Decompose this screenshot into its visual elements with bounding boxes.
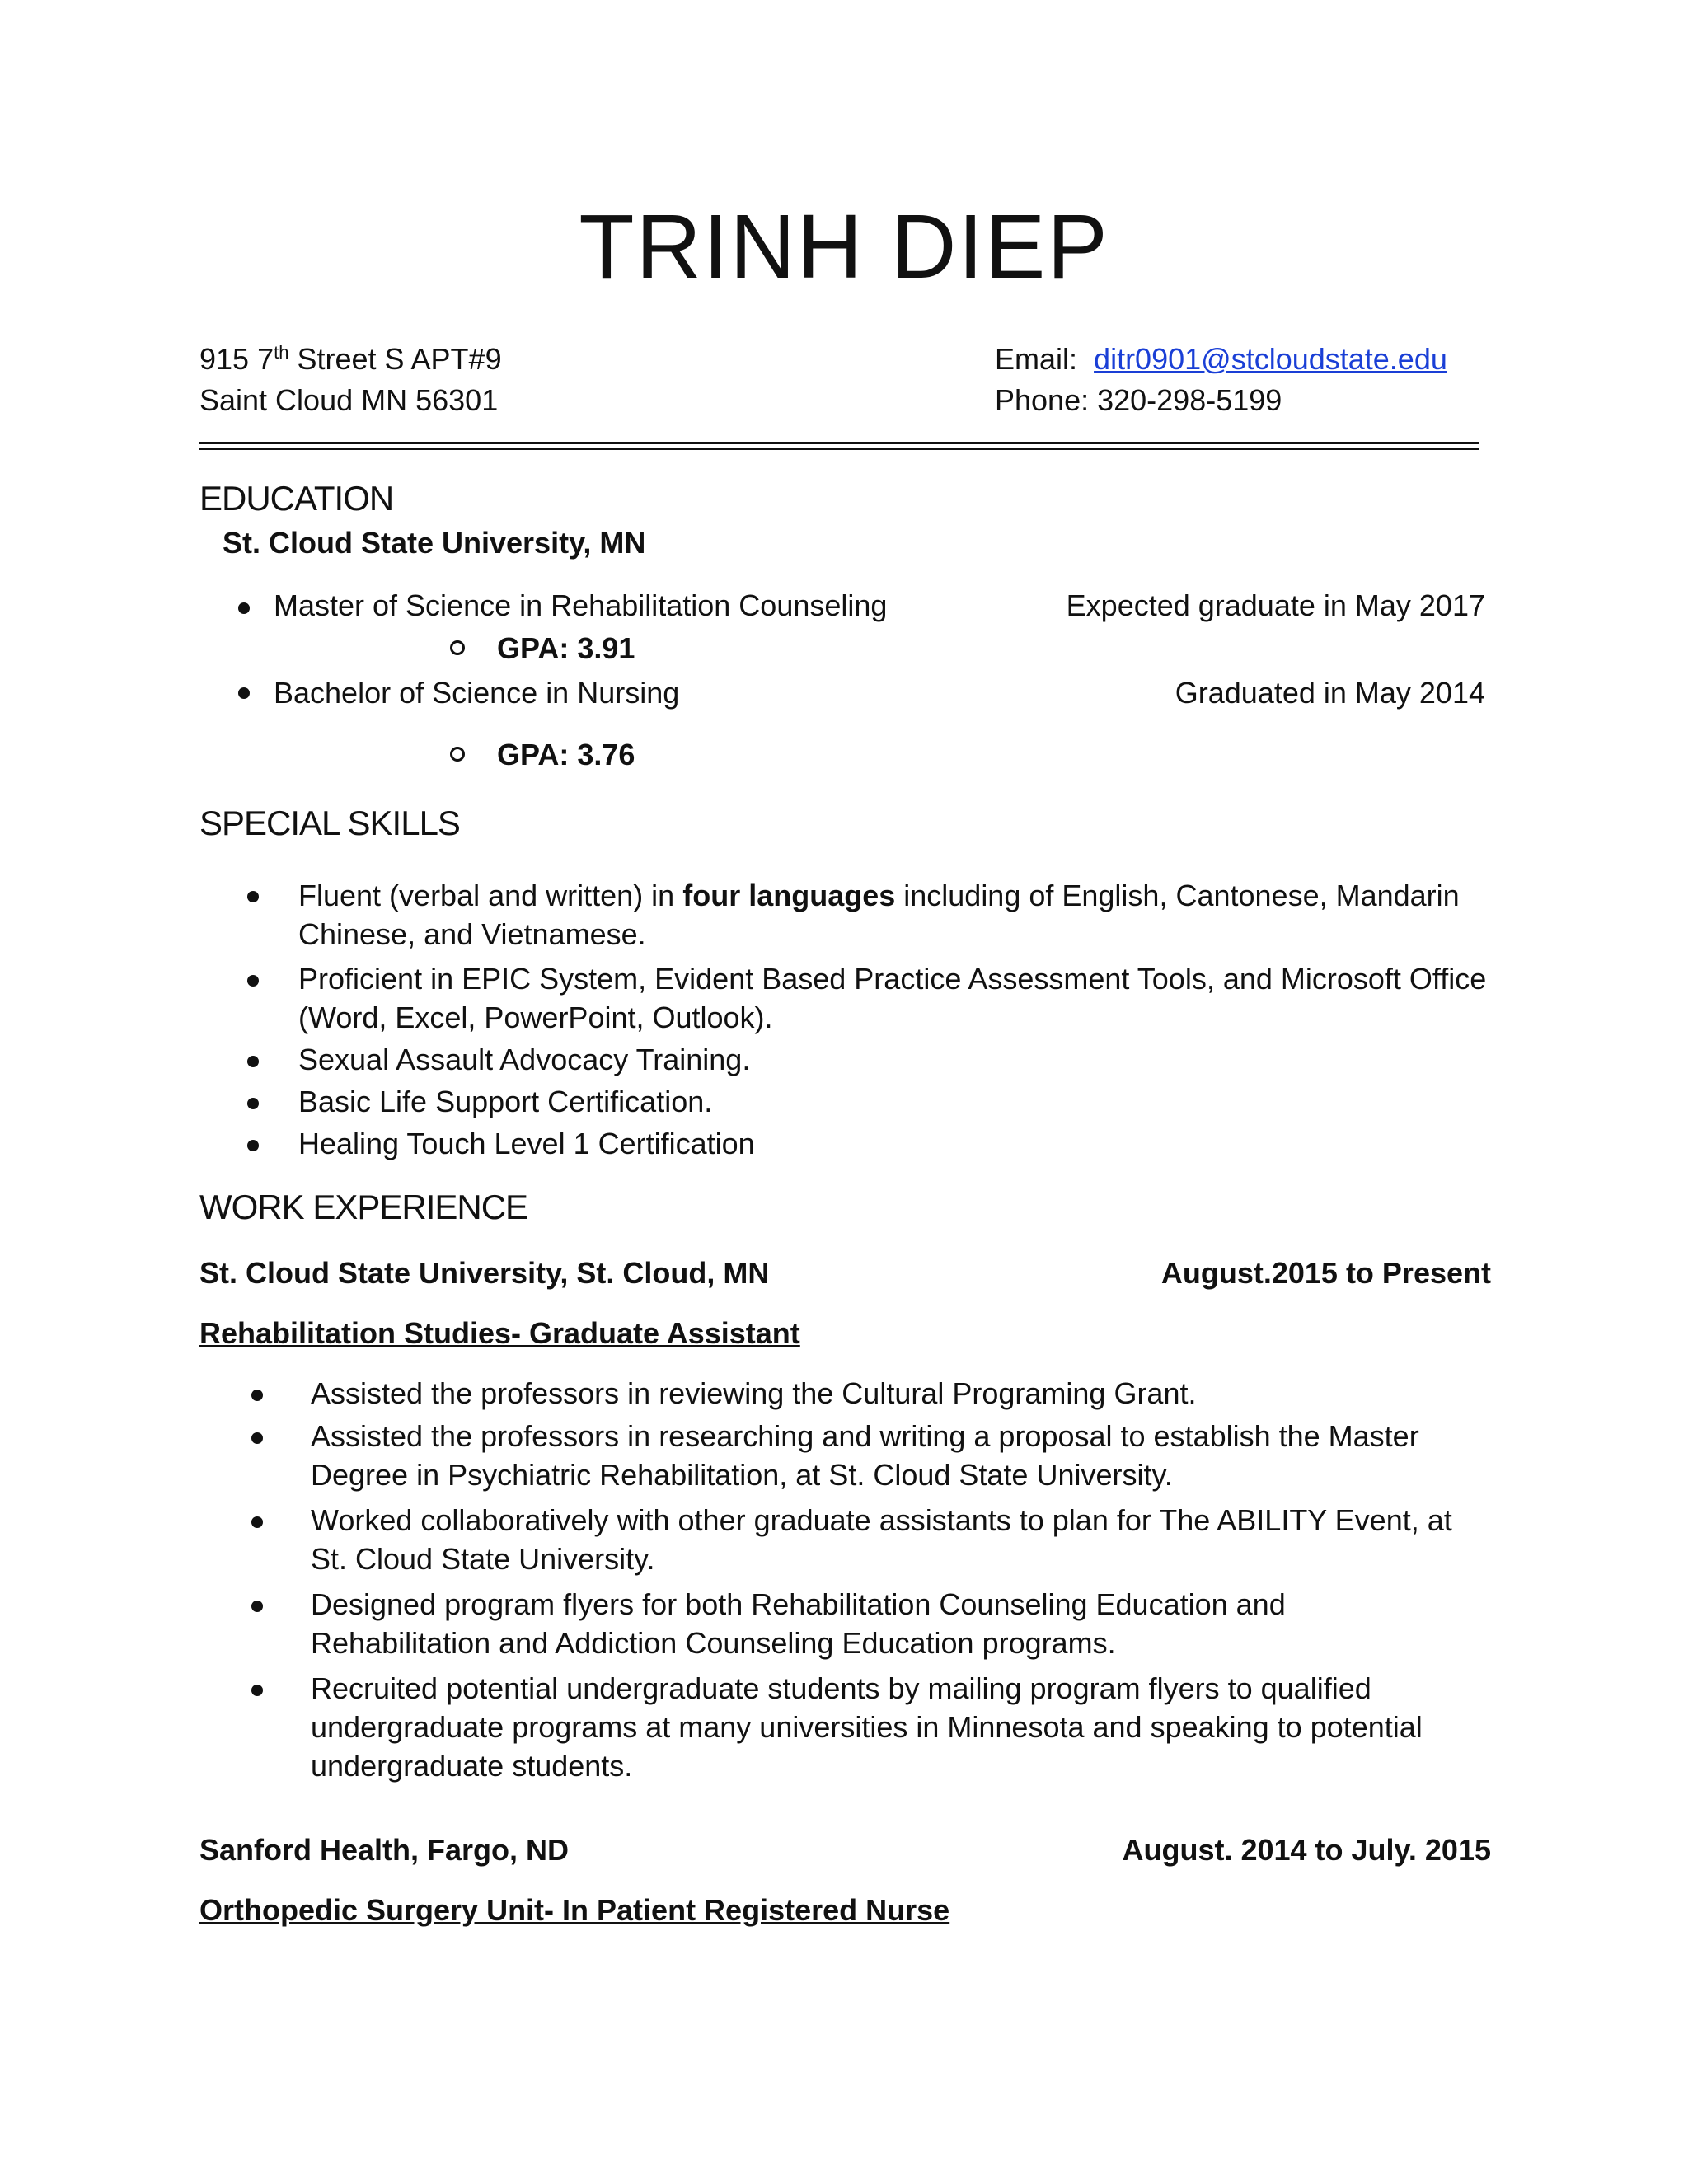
degree-title: Bachelor of Science in Nursing	[274, 676, 680, 710]
header-divider-bottom	[199, 448, 1479, 450]
email-link[interactable]: ditr0901@stcloudstate.edu	[1094, 342, 1447, 376]
address-line-1: 915 7th Street S APT#9	[199, 342, 502, 376]
phone-line: Phone: 320-298-5199	[995, 383, 1282, 417]
bullet-icon	[251, 1432, 263, 1444]
bullet-icon	[238, 602, 250, 614]
bullet-icon	[238, 687, 250, 699]
job-dates: August. 2014 to July. 2015	[1122, 1833, 1491, 1867]
skill-item: Sexual Assault Advocacy Training.	[298, 1043, 751, 1076]
bullet-icon	[251, 1516, 263, 1528]
degree-gpa: GPA: 3.76	[497, 738, 635, 771]
job-position: Rehabilitation Studies- Graduate Assistant	[199, 1316, 800, 1350]
skill-item: Healing Touch Level 1 Certification	[298, 1127, 755, 1160]
job-duty: Assisted the professors in reviewing the Cultural Programing Grant.	[311, 1376, 1197, 1410]
job-duty: Worked collaboratively with other graduate assistants to plan for The ABILITY Event, at St. Cloud State University.	[311, 1503, 1452, 1576]
job-duty: Assisted the professors in researching and writing a proposal to establish the Master Degree in Psychiatric Rehabilitation, at St. Cloud State University.	[311, 1419, 1419, 1492]
education-school: St. Cloud State University, MN	[223, 526, 646, 560]
bullet-icon	[251, 1685, 263, 1696]
bullet-icon	[247, 1098, 259, 1109]
degree-title: Master of Science in Rehabilitation Counseling	[274, 588, 888, 622]
skills-heading: SPECIAL SKILLS	[199, 804, 460, 842]
bullet-icon	[247, 891, 259, 902]
job-employer: St. Cloud State University, St. Cloud, MN	[199, 1256, 770, 1290]
address-line-2: Saint Cloud MN 56301	[199, 383, 499, 417]
email-line: Email: ditr0901@stcloudstate.edu	[995, 342, 1447, 376]
job-dates: August.2015 to Present	[1160, 1256, 1491, 1290]
bullet-icon	[247, 1140, 259, 1151]
skill-item: Proficient in EPIC System, Evident Based Practice Assessment Tools, and Microsoft Office (Word, Excel, PowerPoint, Outlook).	[298, 962, 1487, 1034]
job-duty: Designed program flyers for both Rehabilitation Counseling Education and Rehabilitation and Addiction Counseling Education programs.	[311, 1587, 1286, 1660]
resume-name: TRINH DIEP	[579, 196, 1109, 298]
bullet-icon	[251, 1390, 263, 1401]
circle-bullet-icon	[450, 640, 465, 655]
degree-date: Graduated in May 2014	[1175, 676, 1485, 710]
skill-item: Fluent (verbal and written) in four languages including of English, Cantonese, Mandarin Chinese, and Vietnamese.	[298, 879, 1460, 951]
job-duty: Recruited potential undergraduate students by mailing program flyers to qualified undergraduate programs at many universities in Minnesota and speaking to potential undergraduate students.	[311, 1671, 1423, 1783]
job-position: Orthopedic Surgery Unit- In Patient Registered Nurse	[199, 1893, 950, 1927]
bullet-icon	[251, 1601, 263, 1612]
degree-date: Expected graduate in May 2017	[1066, 588, 1485, 622]
header-divider-top	[199, 442, 1479, 444]
bullet-icon	[247, 975, 259, 987]
skill-item: Basic Life Support Certification.	[298, 1085, 713, 1118]
work-heading: WORK EXPERIENCE	[199, 1188, 528, 1226]
job-employer: Sanford Health, Fargo, ND	[199, 1833, 570, 1867]
bullet-icon	[247, 1056, 259, 1067]
education-heading: EDUCATION	[199, 479, 394, 518]
circle-bullet-icon	[450, 747, 465, 762]
degree-gpa: GPA: 3.91	[497, 631, 635, 665]
